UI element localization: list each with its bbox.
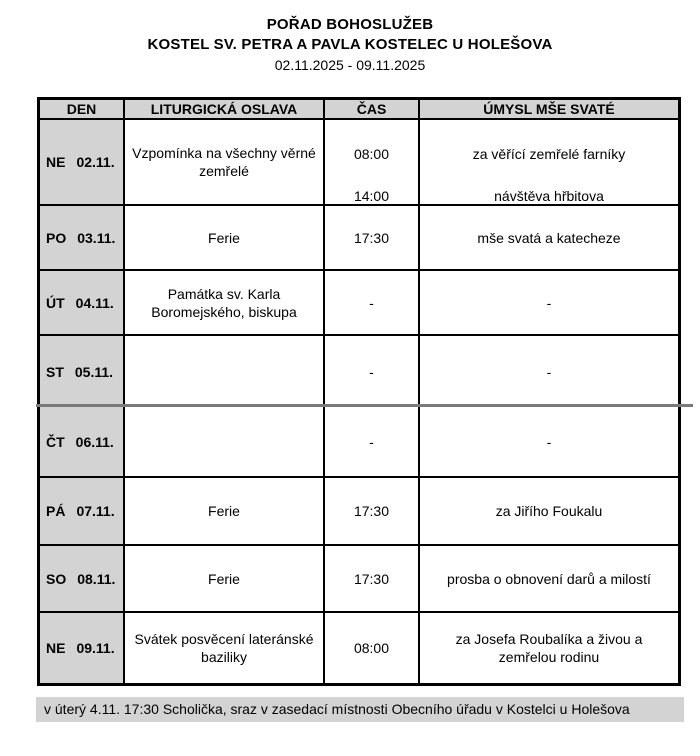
day-cell [40,546,125,613]
page-title: POŘAD BOHOSLUŽEB [266,16,434,33]
day-date: 08.11. [77,570,116,587]
day-date: 03.11. [77,229,116,246]
day-abbr: SO [46,570,67,587]
header-den: DEN [40,100,125,120]
celebration-cell: Vzpomínka na všechny věrné zemřelé [125,120,325,206]
day-cell [40,478,125,546]
header-liturgicka-oslava: LITURGICKÁ OSLAVA [125,100,325,120]
day-date: 05.11. [74,364,114,380]
schedule-table [37,97,681,686]
time-cell: - [325,271,420,336]
celebration-cell: Svátek posvěcení lateránské baziliky [125,613,325,683]
day-abbr: NE [46,154,66,170]
day-cell [40,408,125,478]
celebration-cell: Ferie [125,206,325,271]
day-abbr: ST [46,364,64,380]
celebration-cell: Památka sv. Karla Boromejského, biskupa [125,271,325,336]
intention-cell [420,120,678,206]
time-value: 14:00 [353,188,390,204]
day-date: 04.11. [75,294,114,311]
intention-cell: mše svatá a katecheze [420,206,678,271]
church-name: KOSTEL SV. PETRA A PAVLA KOSTELEC U HOLEŠOVA [147,36,553,53]
intention-value: za věřící zemřelé farníky [472,146,626,162]
celebration-cell [125,336,325,408]
header-cas: ČAS [325,100,420,120]
day-cell [40,336,125,408]
intention-cell: - [420,408,678,478]
time-cell: 17:30 [325,546,420,613]
day-cell [40,206,125,271]
day-cell [40,120,125,206]
time-cell: - [325,336,420,408]
time-cell: 17:30 [325,206,420,271]
header-umysl: ÚMYSL MŠE SVATÉ [420,100,678,120]
intention-cell: prosba o obnovení darů a milostí [420,546,678,613]
intention-cell: za Josefa Roubalíka a živou a zemřelou rodinu [455,631,643,665]
time-value: 08:00 [353,146,390,162]
time-cell: 08:00 [325,613,420,683]
day-cell [40,271,125,336]
celebration-cell: Ferie [125,478,325,546]
celebration-cell: Ferie [125,546,325,613]
time-cell: 17:30 [325,478,420,546]
time-cell: - [325,408,420,478]
day-date: 07.11. [76,503,115,519]
day-cell [40,613,125,683]
footer-note: v úterý 4.11. 17:30 Scholička, sraz v zasedací místnosti Obecního úřadu v Kostelci u Holešova [36,697,684,722]
day-abbr: ČT [46,434,65,450]
scan-divider-line [36,404,693,407]
day-abbr: NE [46,640,66,656]
intention-cell: - [546,364,552,380]
day-date: 09.11. [76,640,115,656]
intention-cell: - [420,271,678,336]
time-cell [325,120,420,206]
title-block [0,0,700,75]
celebration-cell [125,408,325,478]
intention-cell: za Jiřího Foukalu [420,478,678,546]
day-abbr: PO [46,229,67,246]
day-date: 06.11. [75,434,114,450]
intention-value: návštěva hřbitova [494,188,604,204]
day-abbr: ÚT [46,294,65,311]
day-abbr: PÁ [46,503,66,519]
date-range: 02.11.2025 - 09.11.2025 [274,57,426,73]
day-date: 02.11. [76,154,115,170]
